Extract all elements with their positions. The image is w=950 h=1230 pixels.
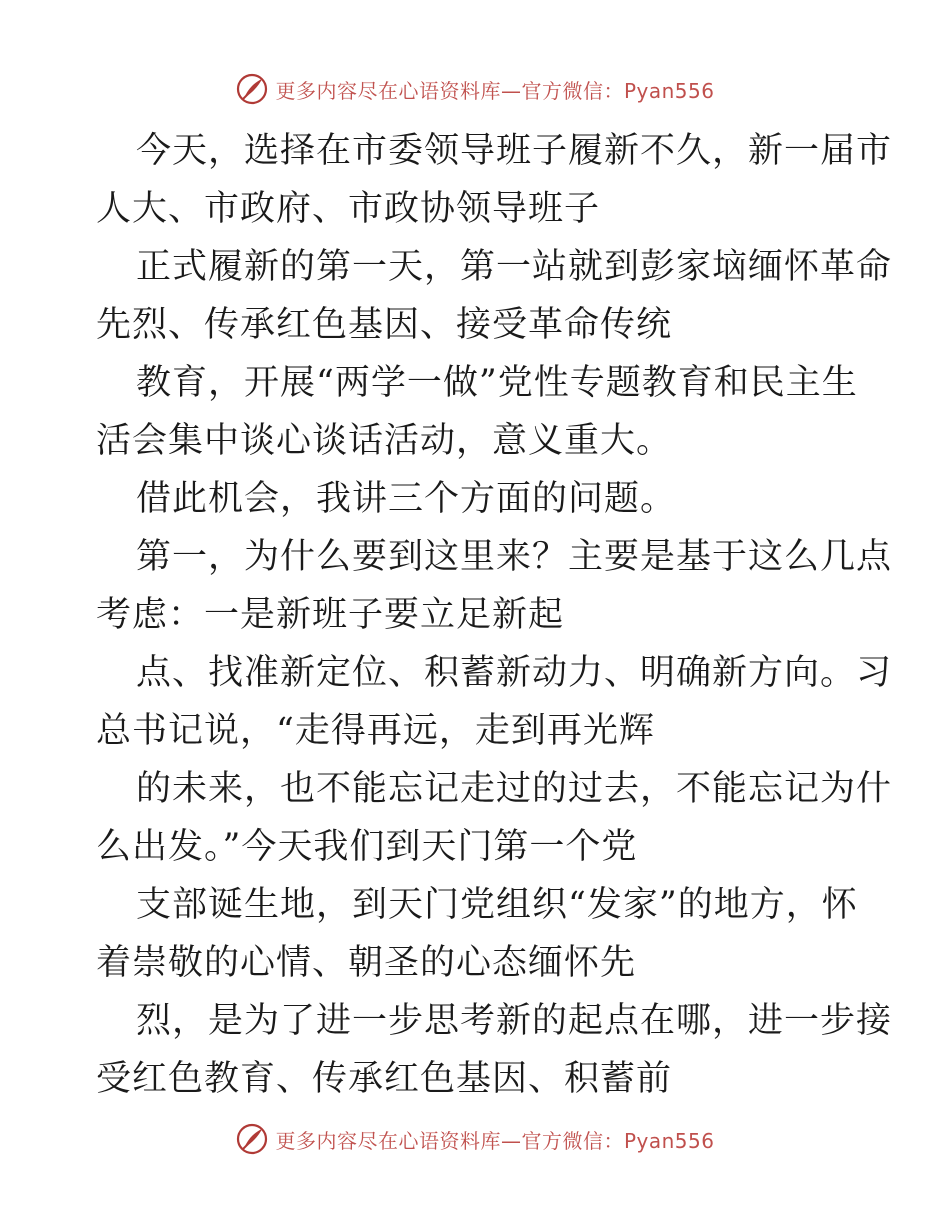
paragraph-continuation: 考虑：一是新班子要立足新起 [96,595,565,635]
paragraph [96,470,856,528]
paragraph-first-line: 正式履新的第一天，第一站就到彭家垴缅怀革命 [136,247,893,287]
paragraph-first-line: 支部诞生地，到天门党组织“发家”的地方，怀 [136,885,858,925]
header-banner [0,72,950,106]
paragraph-continuation: 活会集中谈心谈话活动，意义重大。 [96,421,673,461]
paragraph-continuation: 人大、市政府、市政协领导班子 [96,189,601,229]
paragraph [96,528,893,644]
paragraph [96,238,893,354]
feather-pen-logo-icon [235,1122,269,1156]
paragraph-continuation: 先烈、传承红色基因、接受革命传统 [96,305,673,345]
paragraph-first-line: 借此机会，我讲三个方面的问题。 [136,479,677,519]
header-banner-text: 更多内容尽在心语资料库—官方微信：Pyan556 [275,78,715,103]
paragraph-first-line: 点、找准新定位、积蓄新动力、明确新方向。习 [136,653,893,693]
paragraph [96,876,856,992]
paragraph-continuation: 总书记说，“走得再远，走到再光辉 [96,711,655,751]
paragraph [96,354,856,470]
paragraph-first-line: 今天，选择在市委领导班子履新不久，新一届市 [136,131,893,171]
document-body [96,122,893,1108]
footer-banner-text: 更多内容尽在心语资料库—官方微信：Pyan556 [275,1128,715,1153]
paragraph [96,644,893,760]
paragraph [96,992,893,1108]
paragraph-first-line: 第一，为什么要到这里来？主要是基于这么几点 [136,537,893,577]
paragraph-continuation: 着崇敬的心情、朝圣的心态缅怀先 [96,943,637,983]
paragraph-first-line: 烈，是为了进一步思考新的起点在哪，进一步接 [136,1001,893,1041]
footer-banner [0,1122,950,1156]
paragraph-first-line: 的未来，也不能忘记走过的过去，不能忘记为什 [136,769,893,809]
paragraph-continuation: 受红色教育、传承红色基因、积蓄前 [96,1059,673,1099]
feather-pen-logo-icon [235,72,269,106]
paragraph-first-line: 教育，开展“两学一做”党性专题教育和民主生 [136,363,858,403]
paragraph [96,760,893,876]
paragraph-continuation: 么出发。”今天我们到天门第一个党 [96,827,638,867]
paragraph [96,122,893,238]
